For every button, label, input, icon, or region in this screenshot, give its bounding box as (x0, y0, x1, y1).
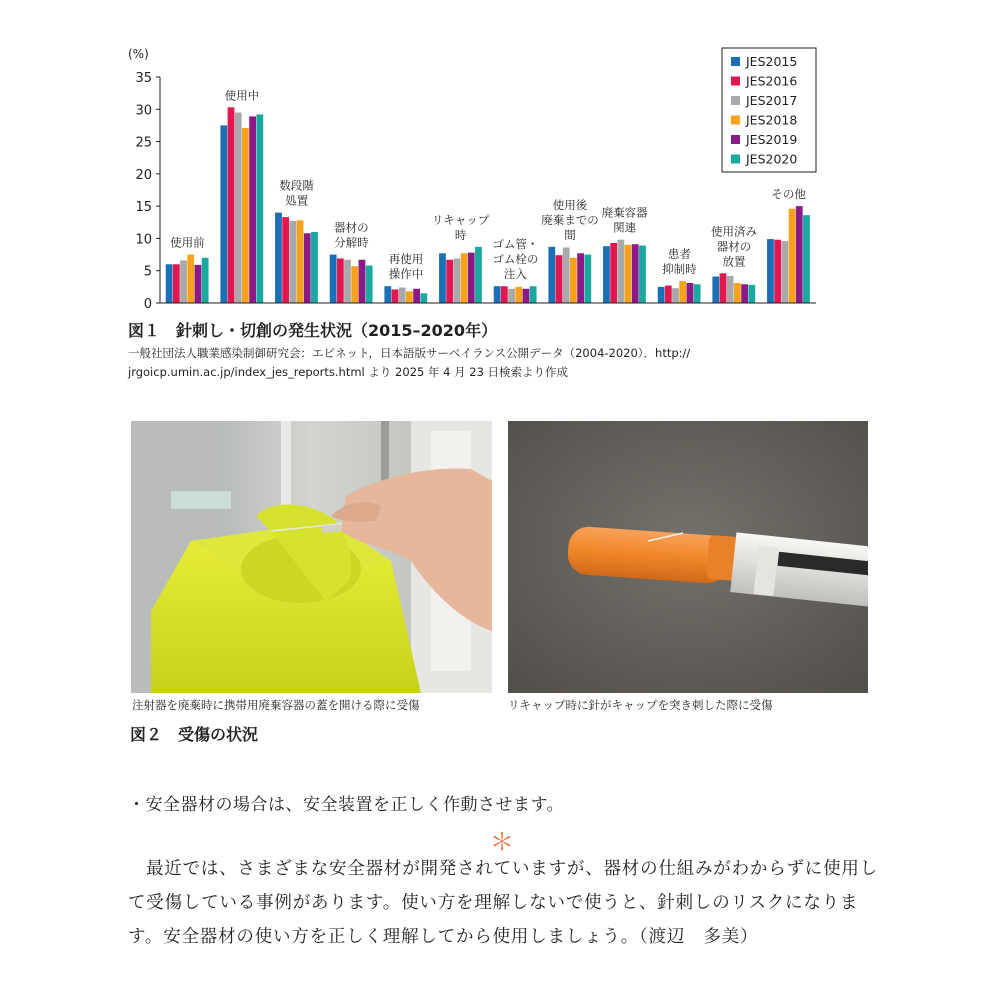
category-label: その他 (771, 187, 806, 202)
legend-label: JES2019 (746, 132, 798, 147)
bar-jes2015 (384, 286, 391, 303)
legend-swatch (731, 116, 740, 125)
category-label: 放置 (722, 254, 746, 269)
y-tick-label: 10 (135, 232, 152, 248)
y-axis-unit: (%) (128, 47, 149, 61)
category-label: 抑制時 (662, 262, 697, 277)
bar-jes2018 (351, 266, 358, 303)
legend-label: JES2016 (746, 73, 798, 89)
bar-jes2019 (796, 206, 803, 303)
y-tick-label: 35 (135, 71, 152, 86)
bar-jes2019 (195, 265, 202, 303)
bar-jes2017 (617, 240, 624, 303)
y-tick-label: 0 (143, 297, 152, 312)
category-label: 分解時 (334, 235, 369, 250)
bar-jes2020 (311, 232, 318, 303)
bar-jes2016 (610, 243, 617, 303)
y-tick-label: 25 (135, 135, 152, 151)
bar-jes2019 (632, 244, 639, 303)
bar-jes2015 (275, 213, 282, 303)
bar-jes2018 (515, 287, 522, 303)
bar-jes2015 (220, 125, 227, 303)
legend-label: JES2018 (746, 112, 798, 128)
bar-jes2015 (658, 287, 665, 303)
category-label: 廃棄容器 (601, 205, 648, 220)
photo-left-caption: 注射器を廃棄時に携帯用廃棄容器の蓋を開ける際に受傷 (132, 698, 420, 712)
bar-jes2016 (774, 240, 781, 303)
section-asterisk: ＊ (490, 828, 514, 856)
bar-jes2017 (235, 113, 242, 303)
legend-swatch (731, 96, 740, 105)
category-label: 操作中 (388, 267, 424, 282)
bar-jes2015 (548, 247, 555, 303)
bar-jes2020 (420, 293, 427, 303)
category-label: 使用前 (170, 235, 205, 250)
bar-jes2015 (330, 255, 337, 303)
bar-jes2018 (461, 253, 468, 303)
bar-jes2016 (282, 217, 289, 303)
bar-jes2020 (584, 255, 591, 303)
bar-jes2015 (712, 277, 719, 303)
bar-jes2017 (781, 241, 788, 303)
bar-jes2017 (508, 289, 515, 303)
photo-right-caption: リキャップ時に針がキャップを突き刺した際に受傷 (508, 698, 773, 712)
bar-jes2015 (166, 264, 173, 303)
bar-jes2017 (344, 260, 351, 303)
bar-jes2017 (453, 258, 460, 303)
bar-jes2019 (523, 289, 530, 303)
bar-jes2019 (577, 253, 584, 303)
figure1-caption: 図１ 針刺し・切創の発生状況（2015–2020年） (128, 321, 498, 340)
figure1-source-line1: 一般社団法人職業感染制御研究会：エピネット，日本語版サーベイランス公開データ（2004-2020）．http:// (128, 346, 691, 360)
bar-jes2015 (767, 239, 774, 303)
bar-jes2015 (494, 286, 501, 303)
category-label: ゴム栓の (492, 252, 539, 267)
category-label: ゴム管・ (492, 237, 539, 252)
legend-label: JES2017 (746, 93, 798, 108)
bar-jes2020 (694, 284, 701, 303)
bar-jes2018 (734, 283, 741, 303)
category-label: 使用中 (224, 88, 260, 103)
legend-label: JES2015 (746, 54, 798, 69)
bullet-text: ・安全器材の場合は、安全装置を正しく作動させます。 (128, 795, 565, 815)
legend-swatch (731, 57, 740, 66)
bar-jes2016 (501, 286, 508, 303)
category-label: リキャップ (431, 212, 490, 227)
bar-jes2015 (439, 253, 446, 303)
bar-jes2019 (304, 233, 311, 303)
photo-sharps-container (131, 421, 492, 693)
bar-jes2019 (468, 253, 475, 303)
figure1-source (128, 344, 828, 382)
bar-jes2018 (625, 245, 632, 303)
category-label: 関連 (613, 220, 637, 235)
figure2-caption: 図２ 受傷の状況 (130, 725, 259, 744)
bar-jes2016 (665, 286, 672, 303)
bar-jes2018 (297, 220, 304, 303)
bar-jes2017 (289, 221, 296, 303)
bar-jes2017 (672, 288, 679, 303)
photo-recapping-syringe (508, 421, 868, 693)
body-paragraph: 最近では、さまざまな安全器材が開発されていますが、器材の仕組みがわからずに使用して受傷している事例があります。使い方を理解しないで使うと、針刺しのリスクになります。安全器材の使い方を正しく理解してから使用しましょう。（渡辺 多美） (128, 859, 878, 947)
y-tick-label: 20 (135, 167, 152, 183)
bar-jes2020 (639, 246, 646, 303)
category-label: 再使用 (388, 252, 424, 267)
bar-jes2019 (741, 284, 748, 303)
bar-jes2017 (180, 260, 187, 303)
figure1-source-line2: jrgoicp.umin.ac.jp/index_jes_reports.html より 2025 年 4 月 23 日検索より作成 (128, 365, 569, 379)
bar-jes2018 (789, 209, 796, 303)
y-tick-label: 5 (143, 264, 152, 280)
bar-jes2017 (399, 288, 406, 303)
category-label: 器材の (716, 239, 752, 254)
y-tick-label: 30 (135, 103, 152, 119)
bar-jes2016 (392, 289, 399, 303)
bar-jes2017 (727, 276, 734, 303)
bar-jes2016 (556, 255, 563, 303)
category-label: 注入 (503, 267, 527, 282)
bar-jes2016 (446, 260, 453, 303)
bar-jes2015 (603, 246, 610, 303)
bar-jes2016 (720, 273, 727, 303)
bar-jes2018 (242, 128, 249, 303)
bar-jes2019 (687, 283, 694, 303)
category-label: 使用後 (552, 197, 588, 212)
bar-jes2016 (228, 107, 235, 303)
bar-jes2018 (570, 258, 577, 303)
bar-jes2018 (187, 255, 194, 303)
category-label: 間 (564, 227, 576, 242)
category-label: 使用済み (711, 224, 757, 239)
legend-label: JES2020 (746, 151, 798, 167)
category-label: 患者 (667, 247, 691, 262)
bar-jes2016 (337, 258, 344, 303)
category-label: 数段階 (279, 178, 314, 193)
bar-jes2019 (413, 289, 420, 303)
legend-swatch (731, 155, 740, 164)
bar-jes2016 (173, 264, 180, 303)
category-label: 廃棄までの (541, 212, 599, 227)
bar-jes2019 (359, 260, 366, 303)
y-tick-label: 15 (135, 200, 152, 216)
bar-jes2020 (530, 286, 537, 303)
bar-jes2019 (249, 116, 256, 303)
legend-swatch (731, 135, 740, 144)
category-label: 器材の (334, 220, 369, 235)
category-label: 処置 (285, 193, 309, 208)
bar-jes2020 (475, 247, 482, 303)
legend-swatch (731, 77, 740, 86)
bar-jes2020 (748, 285, 755, 303)
bar-jes2020 (803, 215, 810, 303)
bar-jes2018 (406, 291, 413, 303)
bar-jes2020 (256, 114, 263, 303)
bar-jes2018 (679, 281, 686, 303)
bar-chart (100, 40, 830, 315)
bar-jes2017 (563, 247, 570, 303)
category-label: 時 (454, 227, 467, 242)
bar-jes2020 (366, 266, 373, 303)
bar-jes2020 (202, 258, 209, 303)
